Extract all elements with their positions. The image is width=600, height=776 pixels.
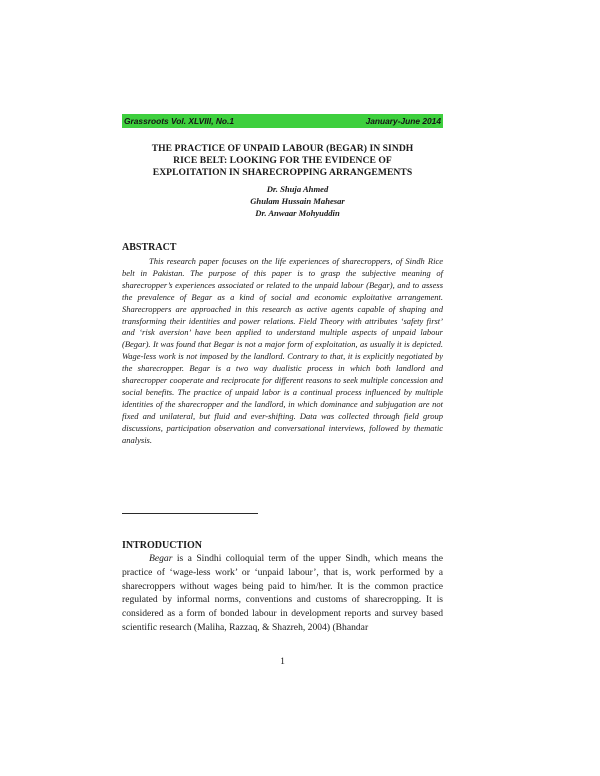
abstract-heading: ABSTRACT — [122, 242, 177, 253]
author-name: Dr. Shuja Ahmed — [266, 184, 329, 194]
title-line: RICE BELT: LOOKING FOR THE EVIDENCE OF — [173, 155, 392, 166]
abstract-text: This research paper focuses on the life experiences of sharecroppers, of Sindh Rice belt in Pakistan. The purpose of this paper is to grasp the subjective meaning of sharecropper’s experiences associated or related to the unpaid labour (Begar), and to assess the prevalence of Begar as a kind of social and economic exploitative arrangement. Sharecroppers are approached in this research as active agents capable of shaping and transforming their identities and power relations. Field Theory with attributes ‘safety first’ and ‘risk aversion’ have been applied to understand multiple aspects of unpaid labour (Begar). It was found that Begar is not a major form of exploitation, as usually it is depicted. Wage-less work is not imposed by the landlord. Contrary to that, it is explicitly negotiated by the sharecropper. Begar is a two way dualistic process in which both landlord and sharecropper cooperate and reciprocate for different reasons to seek multiple concession and social benefits. The practice of unpaid labor is a continual process influenced by multiple identities of the sharecropper and the landlord, in which dominance and subjugation are not fixed and unilateral, but fluid and ever-shifting. Data was collected through field group discussions, participation observation and conversational interviews, followed by thematic analysis. — [122, 256, 443, 445]
introduction-text — [122, 552, 443, 650]
journal-date: January-June 2014 — [365, 116, 441, 126]
journal-header-band — [122, 114, 443, 128]
title-line: THE PRACTICE OF UNPAID LABOUR (BEGAR) IN SINDH — [151, 143, 414, 154]
page-number: 1 — [280, 656, 285, 667]
introduction-paragraph: is a Sindhi colloquial term of the upper Sindh, which means the practice of ‘wage-less work’ or ‘unpaid labour’, that is, work performed by a sharecroppers without wages being paid to him/her. It is the common practice regulated by informal norms, conventions and customs of sharecropping. It is considered as a form of bonded labour in development reports and survey based scientific research (Maliha, Razzaq, & Shazreh, 2004) (Bhandar — [122, 553, 443, 633]
title-line: EXPLOITATION IN SHARECROPPING ARRANGEMENTS — [152, 167, 413, 178]
paper-title — [122, 143, 443, 179]
introduction-term: Begar — [149, 553, 173, 564]
author-name: Dr. Anwaar Mohyuddin — [255, 208, 340, 219]
author-name: Ghulam Hussain Mahesar — [250, 196, 345, 207]
journal-name: Grassroots Vol. XLVIII, No.1 — [124, 116, 234, 126]
introduction-heading: INTRODUCTION — [122, 540, 203, 551]
footnote-divider — [122, 513, 258, 514]
author-list — [122, 183, 443, 220]
